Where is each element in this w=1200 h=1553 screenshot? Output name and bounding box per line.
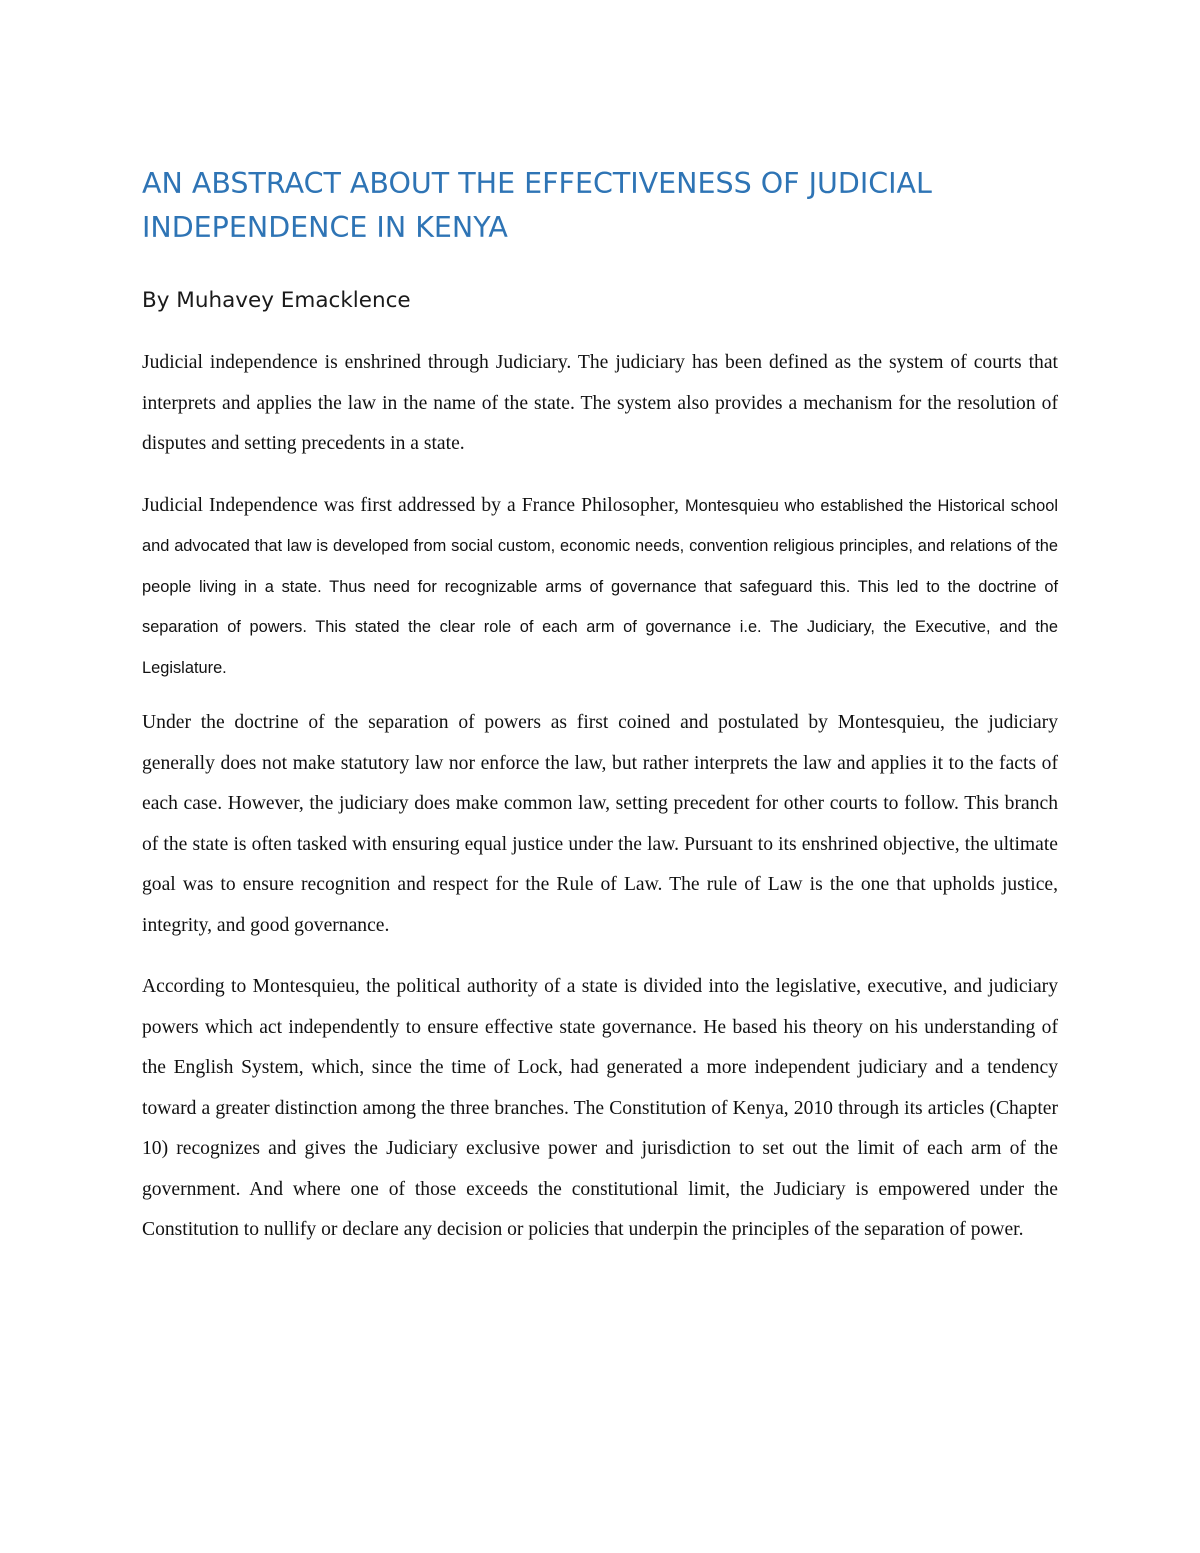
paragraph-montesquieu-intro: Judicial Independence was first addressed by a France Philosopher,: [142, 494, 685, 516]
paragraph-montesquieu-details: Montesquieu who established the Historical school and advocated that law is developed from social custom, economic needs, convention religious principles, and relations of the people living in a state. Thus need for recognizable arms of governance that safeguard this. This led to the doctrine of separation of powers. This stated the clear role of each arm of governance i.e. The Judiciary, the Executive, and the Legislature.: [142, 496, 1058, 677]
document-body: [142, 162, 1058, 1251]
paragraph-montesquieu-origin: [142, 486, 1058, 689]
title-line-2: INDEPENDENCE IN KENYA: [142, 211, 508, 244]
document-title: [142, 162, 1058, 250]
paragraph-separation-of-powers: Under the doctrine of the separation of powers as first coined and postulated by Montesquieu, the judiciary generally does not make statutory law nor enforce the law, but rather interprets the law and applies it to the facts of each case. However, the judiciary does make common law, setting precedent for other courts to follow. This branch of the state is often tasked with ensuring equal justice under the law. Pursuant to its enshrined objective, the ultimate goal was to ensure recognition and respect for the Rule of Law. The rule of Law is the one that upholds justice, integrity, and good governance.: [142, 712, 1058, 936]
paragraph-constitution-of-kenya: According to Montesquieu, the political authority of a state is divided into the legislative, executive, and judiciary powers which act independently to ensure effective state governance. He based his theory on his understanding of the English System, which, since the time of Lock, had generated a more independent judiciary and a tendency toward a greater distinction among the three branches. The Constitution of Kenya, 2010 through its articles (Chapter 10) recognizes and gives the Judiciary exclusive power and jurisdiction to set out the limit of each arm of the government. And where one of those exceeds the constitutional limit, the Judiciary is empowered under the Constitution to nullify or declare any decision or policies that underpin the principles of the separation of power.: [142, 976, 1058, 1240]
author-byline: By Muhavey Emacklence: [142, 288, 411, 313]
paragraph-judiciary-definition: Judicial independence is enshrined through Judiciary. The judiciary has been defined as the system of courts that interprets and applies the law in the name of the state. The system also provides a mechanism for the resolution of disputes and setting precedents in a state.: [142, 352, 1058, 454]
title-line-1: AN ABSTRACT ABOUT THE EFFECTIVENESS OF JUDICIAL: [142, 167, 932, 200]
